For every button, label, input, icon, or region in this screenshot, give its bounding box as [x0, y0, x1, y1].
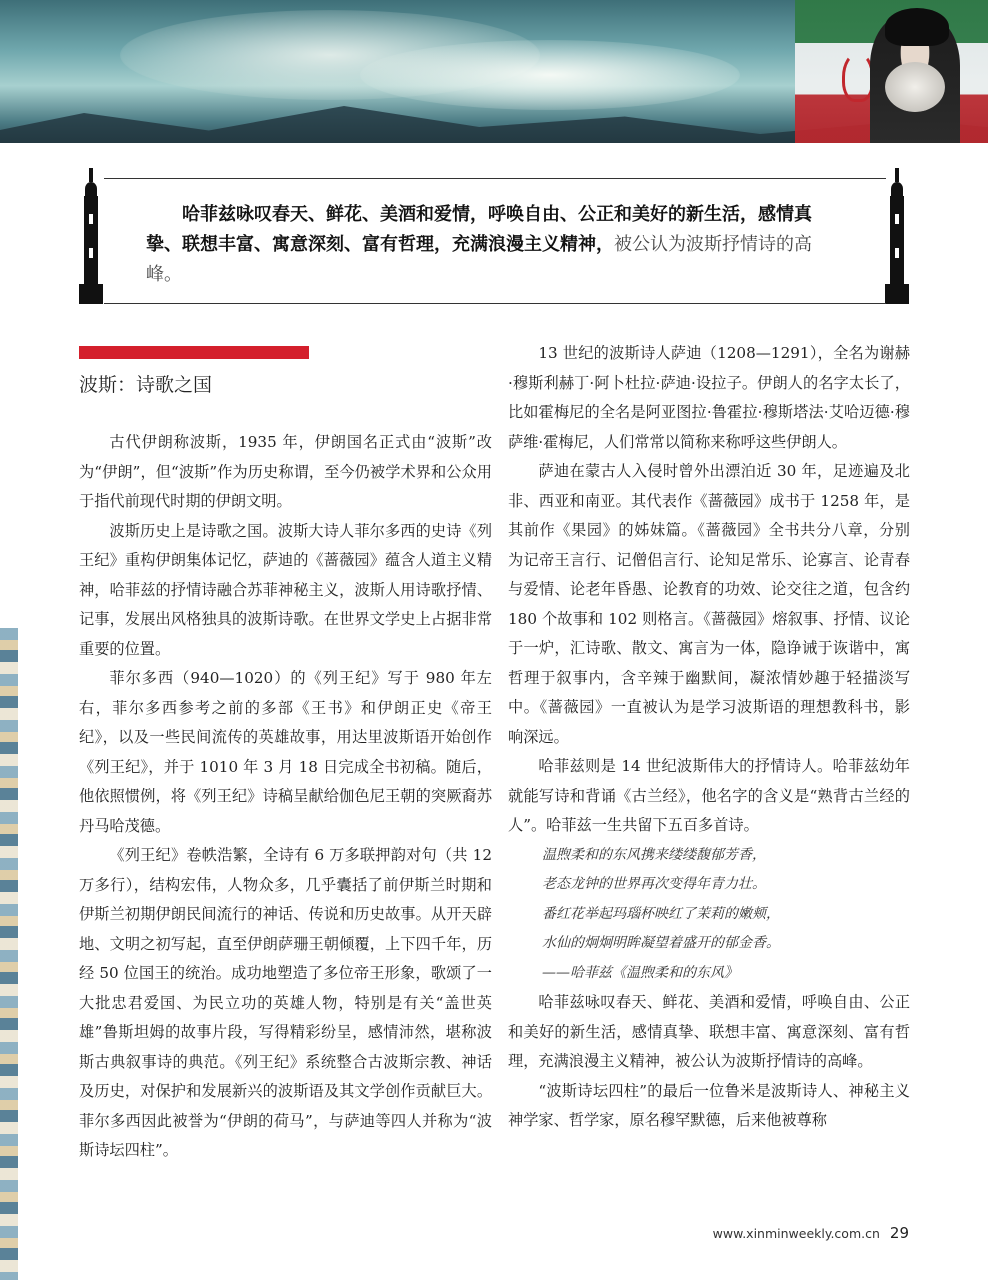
- section-accent-bar: [79, 346, 309, 359]
- page-number: 29: [889, 1224, 909, 1242]
- paragraph: “波斯诗坛四柱”的最后一位鲁米是波斯诗人、神秘主义神学家、哲学家，原名穆罕默德，后来他被尊称: [508, 1081, 910, 1129]
- poem-attribution: ——哈菲兹《温煦柔和的东风》: [542, 964, 738, 981]
- intro-normal-text: 被公认为波斯抒情诗的高峰。: [146, 234, 812, 285]
- intro-box-top-border: [104, 178, 886, 179]
- header-banner-image: [0, 0, 988, 143]
- minaret-left-icon: [78, 168, 104, 304]
- page-footer: [713, 1224, 909, 1242]
- poem-quote: [508, 841, 910, 989]
- poem-line: 老态龙钟的世界再次变得年青力壮。: [542, 876, 766, 892]
- portrait-beard: [885, 62, 945, 112]
- intro-box-bottom-border: [104, 303, 886, 304]
- paragraph: 《列王纪》卷帙浩繁，全诗有 6 万多联押韵对句（共 12 万多行），结构宏伟，人物众多，几乎囊括了前伊斯兰时期和伊斯兰初期伊朗民间流行的神话、传说和历史故事。从开天辟地、文明之初写起，直至伊朗萨珊王朝倾覆，上下四千年，历经 50 位国王的统治。成功地塑造了多位帝王形象，歌颂了一大批忠君爱国、为民立功的英雄人物，特别是有关“盖世英雄”鲁斯坦姆的故事片段，写得精彩纷呈，感情沛然，堪称波斯古典叙事诗的典范。《列王纪》系统整合古波斯宗教、神话及历史，对保护和发展新兴的波斯语及其文学创作贡献巨大。菲尔多西因此被誉为“伊朗的荷马”，与萨迪等四人并称为“波斯诗坛四柱”。: [79, 846, 492, 1159]
- paragraph: 13 世纪的波斯诗人萨迪（1208—1291），全名为谢赫·穆斯利赫丁·阿卜杜拉·萨迪·设拉子。伊朗人的名字太长了，比如霍梅尼的全名是阿亚图拉·鲁霍拉·穆斯塔法·艾哈迈德·穆萨维·霍梅尼，人们常常以简称来称呼这些伊朗人。: [508, 344, 910, 451]
- paragraph: 波斯历史上是诗歌之国。波斯大诗人菲尔多西的史诗《列王纪》重构伊朗集体记忆，萨迪的《蔷薇园》蕴含人道主义精神，哈菲兹的抒情诗融合苏菲神秘主义，波斯人用诗歌抒情、记事，发展出风格独具的波斯诗歌。在世界文学史上占据非常重要的位置。: [79, 521, 492, 658]
- paragraph: 古代伊朗称波斯，1935 年，伊朗国名正式由“波斯”改为“伊朗”，但“波斯”作为历史称谓，至今仍被学术界和公众用于指代前现代时期的伊朗文明。: [79, 433, 492, 510]
- paragraph: 哈菲兹咏叹春天、鲜花、美酒和爱情，呼唤自由、公正和美好的新生活，感情真挚、联想丰富、寓意深刻、富有哲理，充满浪漫主义精神，被公认为波斯抒情诗的高峰。: [508, 993, 910, 1070]
- intro-pullquote: [146, 200, 846, 290]
- paragraph: 菲尔多西（940—1020）的《列王纪》写于 980 年左右，菲尔多西参考之前的多部《王书》和伊朗正史《帝王纪》，以及一些民间流传的英雄故事，用达里波斯语开始创作《列王纪》，并于 1010 年 3 月 18 日完成全书初稿。随后，他依照惯例，将《列王纪》诗稿呈献给伽色尼王朝的突厥裔苏丹马哈茂德。: [79, 669, 492, 835]
- portrait-turban: [885, 8, 949, 46]
- website-url: www.xinminweekly.com.cn: [712, 1226, 880, 1241]
- cloud-graphic: [360, 40, 740, 110]
- poem-line: 温煦柔和的东风携来缕缕馥郁芳香，: [542, 846, 766, 863]
- minaret-right-icon: [884, 168, 910, 304]
- paragraph: 萨迪在蒙古人入侵时曾外出漂泊近 30 年，足迹遍及北非、西亚和南亚。其代表作《蔷薇园》成书于 1258 年，是其前作《果园》的姊妹篇。《蔷薇园》全书共分八章，分别为记帝王言行、记僧侣言行、论知足常乐、论寡言、论青春与爱情、论老年昏愚、论教育的功效、论交往之道，包含约 180 个故事和 102 则格言。《蔷薇园》熔叙事、抒情、议论于一炉，汇诗歌、散文、寓言为一体，隐诤诫于诙谐中，寓哲理于叙事内，含辛辣于幽默间，凝浓情妙趣于轻描淡写中。《蔷薇园》一直被认为是学习波斯语的理想教科书，影响深远。: [508, 462, 910, 746]
- paragraph: 哈菲兹则是 14 世纪波斯伟大的抒情诗人。哈菲兹幼年就能写诗和背诵《古兰经》，他名字的含义是“熟背古兰经的人”。哈菲兹一生共留下五百多首诗。: [508, 757, 910, 834]
- poem-line: 番红花举起玛瑙杯映红了茉莉的嫩颊，: [542, 905, 780, 922]
- right-column: [508, 339, 910, 1136]
- intro-bold-text: 哈菲兹咏叹春天、鲜花、美酒和爱情，呼唤自由、公正和美好的新生活，感情真挚、联想丰富、寓意深刻、富有哲理，充满浪漫主义精神，: [146, 204, 812, 255]
- left-column: [79, 428, 492, 1166]
- section-title: 波斯：诗歌之国: [79, 374, 213, 396]
- poem-line: 水仙的炯炯明眸凝望着盛开的郁金香。: [542, 935, 780, 951]
- side-decorative-strip: [0, 628, 18, 1280]
